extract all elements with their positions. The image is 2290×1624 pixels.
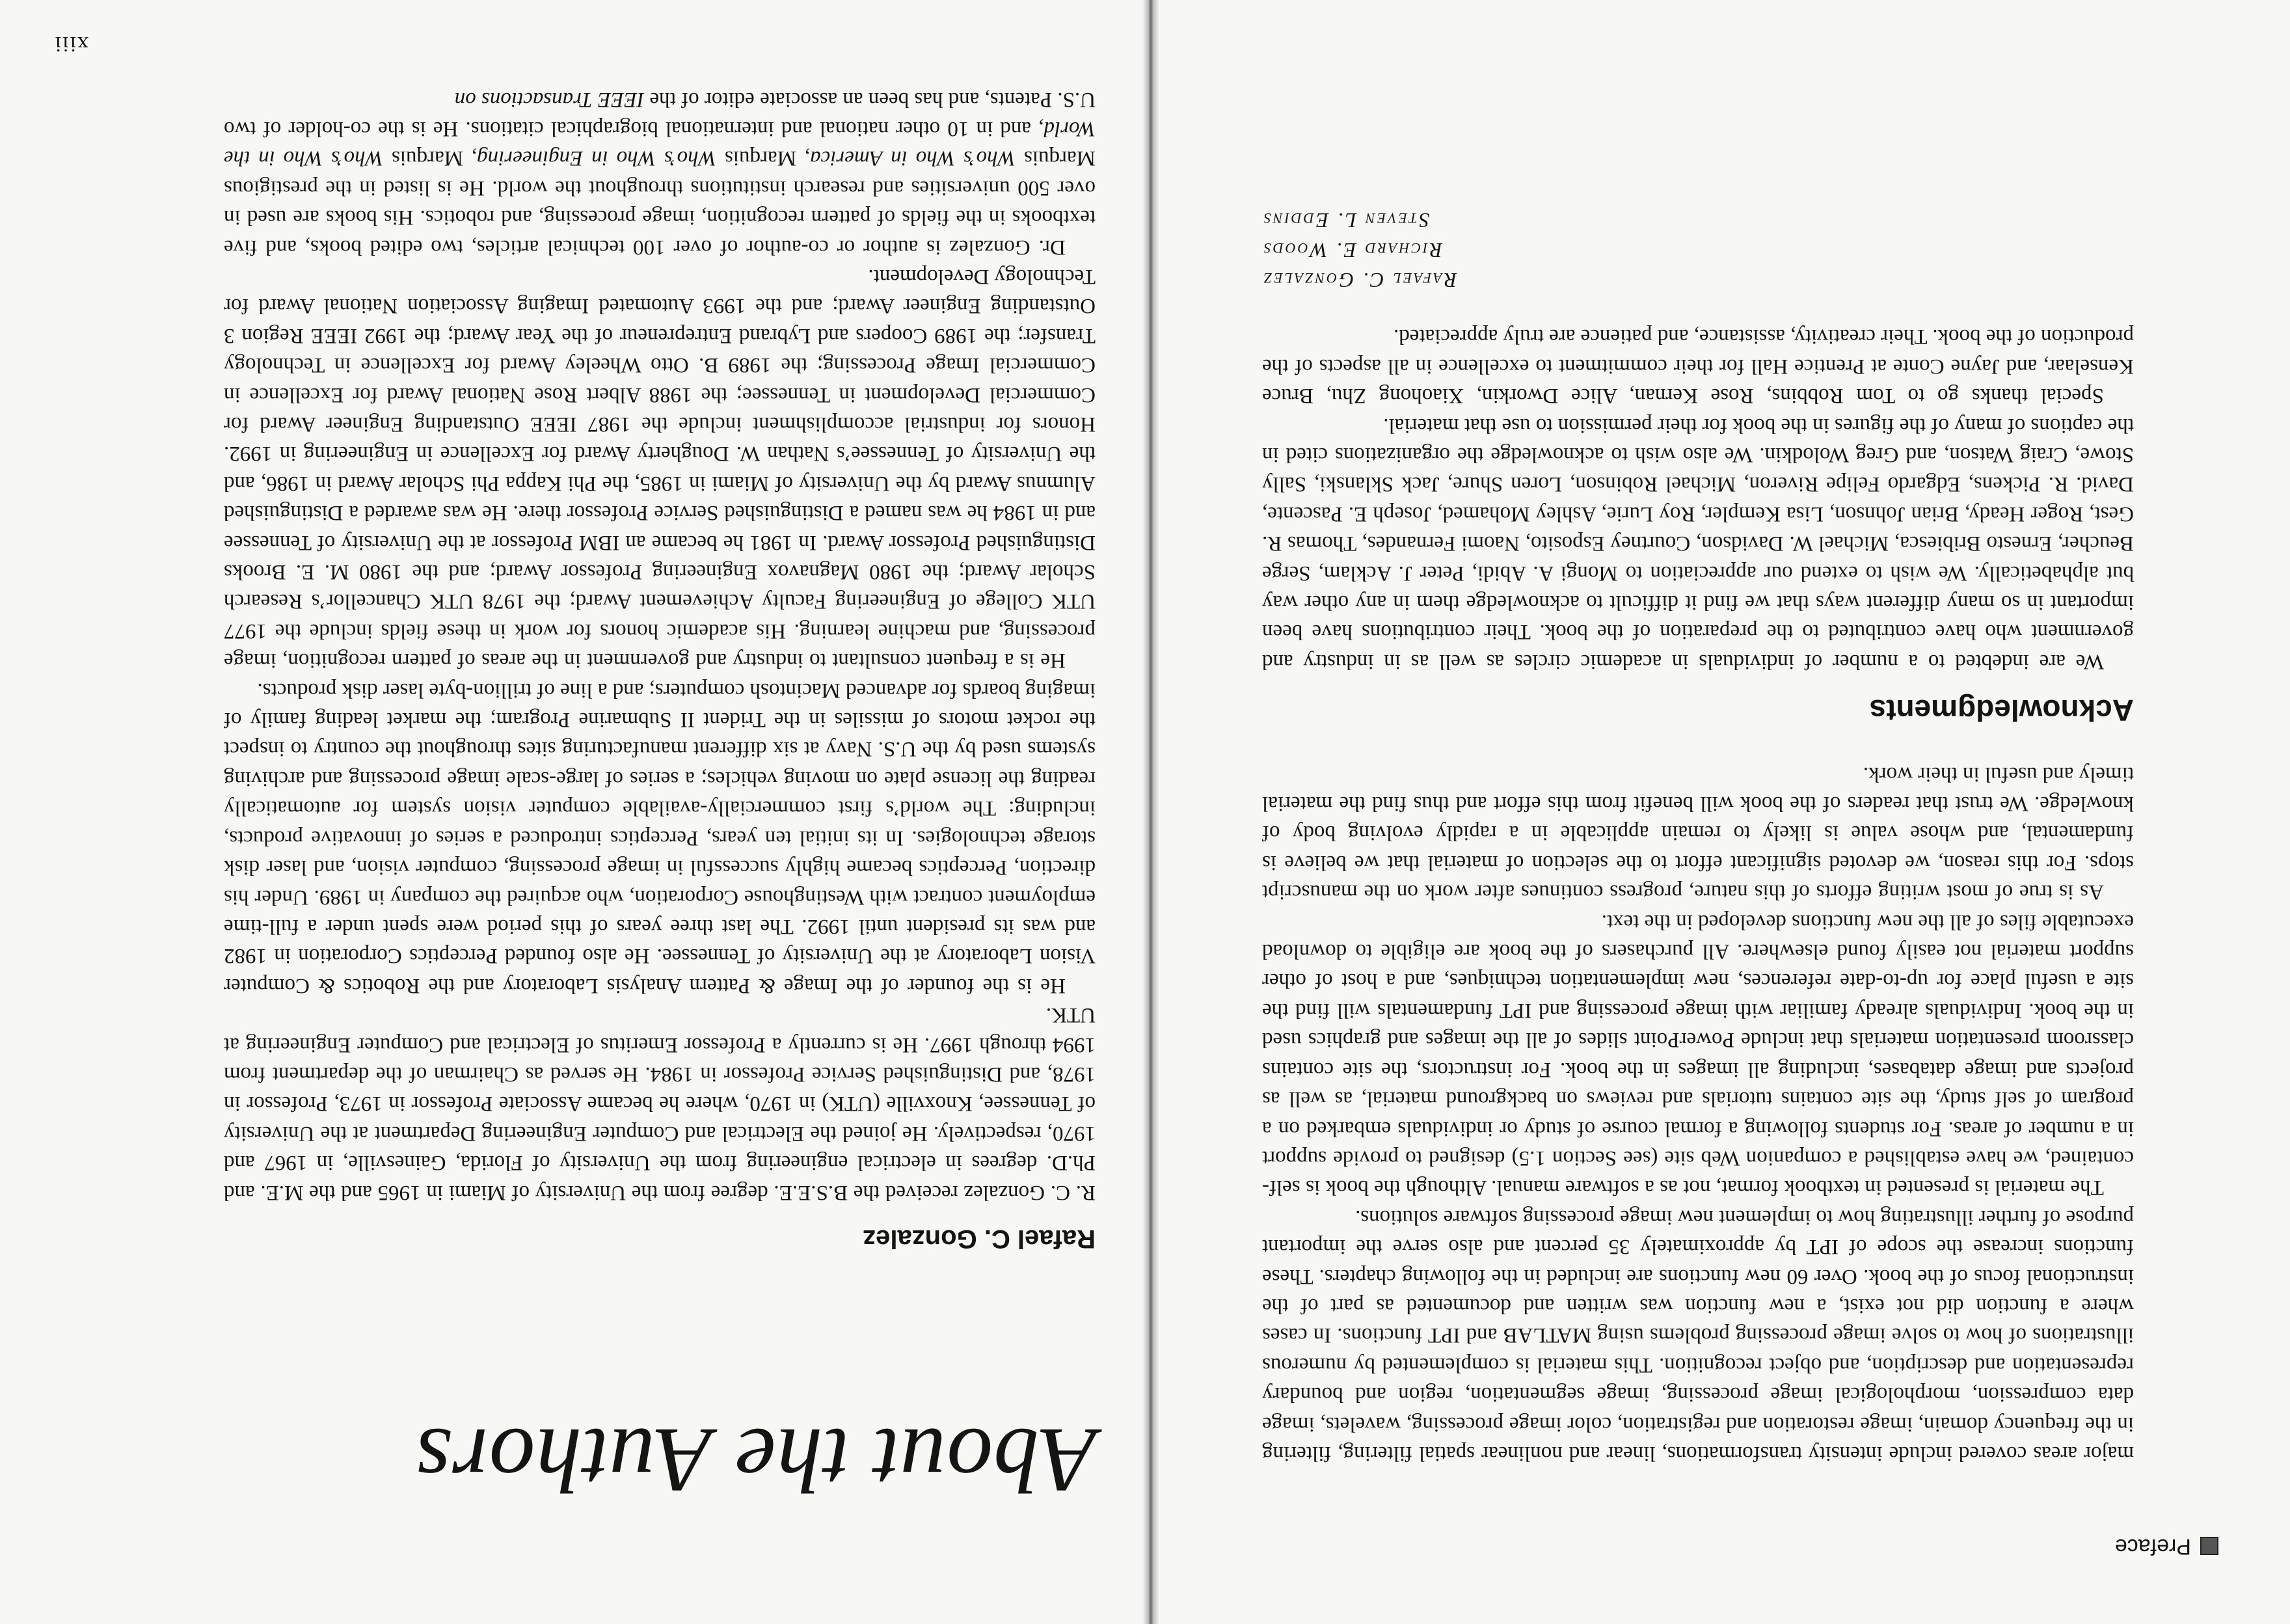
right-page-about-authors xyxy=(0,0,1142,1624)
preface-paragraph: major areas covered include intensity transformations, linear and nonlinear spatial filtering, filtering in the frequency domain, image restoration and registration, color image processing, wavelets, image data compression, morphological image processing, image segmentation, region and boundary representation and description, and object recognition. This material is complemented by numerous illustrations of how to solve image processing problems using MATLAB and IPT functions. In cases where a function did not exist, a new function was written and documented as part of the instructional focus of the book. Over 60 new functions are included in the following chapters. These functions increase the scope of IPT by approximately 35 percent and also serve the important purpose of further illustrating how to implement new image processing software solutions. xyxy=(1262,1205,2134,1465)
authors-body xyxy=(224,84,1096,1253)
book-gutter xyxy=(1142,0,1159,1624)
bio-italic: Who’s Who in Engineering xyxy=(477,146,717,170)
page-number: xiii xyxy=(53,32,88,56)
bio-text: , Marquis xyxy=(716,146,811,170)
running-head xyxy=(2115,1534,2218,1559)
signature-gonzalez: Rafael C. Gonzalez xyxy=(1262,268,1457,292)
bio-text: Dr. Gonzalez is author or co-author of over 100 technical articles, two edited books, and five textbooks in the fields of pattern recognition, image processing, and robotics. His books are used in over 500 universities and research institutions throughout the world. He is listed in the prestigious Marquis xyxy=(224,146,1096,259)
author-heading: Rafael C. Gonzalez xyxy=(863,1225,1096,1253)
preface-paragraph: The material is presented in textbook format, not as a software manual. Although the book is self-contained, we have established a companion Web site (see Section 1.5) designed to provide support in a number of areas. For students following a formal course of study or individuals embarked on a program of self study, the site contains tutorials and reviews on background material, as well as projects and image databases, including all images in the book. For instructors, the site contains classroom presentation materials that include PowerPoint slides of all the images and graphics used in the book. Individuals already familiar with image processing and IPT fundamentals will find the site a useful place for up-to-date references, new implementation techniques, and a host of other support material not easily found elsewhere. All purchasers of the book are eligible to download executable files of all the new functions developed in the text. xyxy=(1262,910,2134,1200)
signature-eddins: Steven L. Eddins xyxy=(1262,208,1430,232)
bio-italic: Who’s Who in America xyxy=(810,146,1016,170)
chapter-title: About the Authors xyxy=(415,1409,1097,1512)
acknowledgments-paragraph: Special thanks go to Tom Robbins, Rose Kernan, Alice Dworkin, Xiaohong Zhu, Bruce Kenselaar, and Jayne Conte at Prentice Hall for their commitment to excellence in all aspects of the production of the book. Their creativity, assistance, and patience are truly appreciated. xyxy=(1262,325,2134,408)
bio-paragraph: R. C. Gonzalez received the B.S.E.E. degree from the University of Miami in 1965 and the M.E. and Ph.D. degrees in electrical engineering from the University of Florida, Gainesville, in 1967 and 1970, respectively. He joined the Electrical and Computer Engineering Department at the University of Tennessee, Knoxville (UTK) in 1970, where he became Associate Professor in 1973, Professor in 1978, and Distinguished Service Professor in 1984. He served as Chairman of the department from 1994 through 1997. He is currently a Professor Emeritus of Electrical and Computer Engineering at UTK. xyxy=(224,1003,1096,1204)
acknowledgments-paragraph: We are indebted to a number of individuals in academic circles as well as in industry and government who have contributed to the preparation of the book. Their contributions have been important in so many different ways that we find it difficult to acknowledge them in any other way but alphabetically. We wish to extend our appreciation to Mongi A. Abidi, Peter J. Acklam, Serge Beucher, Ernesto Bribiesca, Michael W. Davidson, Courtney Esposito, Naomi Fernandes, Thomas R. Gest, Roger Heady, Brian Johnson, Lisa Kempler, Roy Lurie, Ashley Mohamed, Joseph E. Pascente, David. R. Pickens, Edgardo Felipe Riveron, Michael Robinson, Loren Shure, Jack Sklanski, Sally Stowe, Craig Watson, and Greg Wolodkin. We also wish to acknowledge the organizations cited in the captions of many of the figures in the book for their permission to use that material. xyxy=(1262,413,2134,673)
bio-paragraph-last xyxy=(224,84,1096,261)
bio-paragraph: He is the founder of the Image & Pattern Analysis Laboratory and the Robotics & Computer Vision Laboratory at the University of Tennessee. He also founded Perceptics Corporation in 1982 and was its president until 1992. The last three years of this period were spent under a full-time employment contract with Westinghouse Corporation, who acquired the company in 1989. Under his direction, Perceptics became highly successful in image processing, computer vision, and laser disk storage technologies. In its initial ten years, Perceptics introduced a series of innovative products, including: The world’s first commercially-available computer vision system for automatically reading the license plate on moving vehicles; a series of large-scale image processing and archiving systems used by the U.S. Navy at six different manufacturing sites throughout the country to inspect the rocket motors of missiles in the Trident II Submarine Program; the market leading family of imaging boards for advanced Macintosh computers; and a line of trillion-byte laser disk products. xyxy=(224,678,1096,997)
bio-paragraph: He is a frequent consultant to industry and government in the areas of pattern recognition, image processing, and machine learning. His academic honors for work in these fields include the 1977 UTK College of Engineering Faculty Achievement Award; the 1978 UTK Chancellor’s Research Scholar Award; the 1980 Magnavox Engineering Professor Award; and the 1980 M. E. Brooks Distinguished Professor Award. In 1981 he became an IBM Professor at the University of Tennessee and in 1984 he was named a Distinguished Service Professor there. He was awarded a Distinguished Alumnus Award by the University of Miami in 1985, the Phi Kappa Phi Scholar Award in 1986, and the University of Tennessee’s Nathan W. Dougherty Award for Excellence in Engineering in 1992. Honors for industrial accomplishment include the 1987 IEEE Outstanding Engineer Award for Commercial Development in Tennessee; the 1988 Albert Rose National Award for Excellence in Commercial Image Processing; the 1989 B. Otto Wheeley Award for Excellence in Technology Transfer; the 1989 Coopers and Lybrand Entrepreneur of the Year Award; the 1992 IEEE Region 3 Outstanding Engineer Award; and the 1993 Automated Imaging Association National Award for Technology Development. xyxy=(224,265,1096,673)
bio-text: , and in 10 other national and international biographical citations. He is the co-holder of two U.S. Patents, and has been an associate editor of the xyxy=(224,87,1096,141)
signature-block xyxy=(1262,206,2134,295)
preface-body xyxy=(1262,206,2134,1468)
bio-italic: IEEE Transactions on xyxy=(454,87,645,111)
bio-text: , Marquis xyxy=(383,146,478,170)
preface-paragraph: As is true of most writing efforts of this nature, progress continues after work on the manuscript stops. For this reason, we devoted significant effort to the selection of material that we believe is fundamental, and whose value is likely to remain applicable in a rapidly evolving body of knowledge. We trust that readers of the book will benefit from this effort and thus find the material timely and useful in their work. xyxy=(1262,762,2134,904)
left-page-preface xyxy=(1159,0,2290,1624)
running-head-label: Preface xyxy=(2114,1534,2191,1559)
square-bullet-icon xyxy=(2200,1537,2218,1556)
bio-italic: Who’s Who in the World xyxy=(224,116,1096,170)
signature-woods: Richard E. Woods xyxy=(1262,238,1443,262)
acknowledgments-heading: Acknowledgments xyxy=(1869,694,2134,728)
